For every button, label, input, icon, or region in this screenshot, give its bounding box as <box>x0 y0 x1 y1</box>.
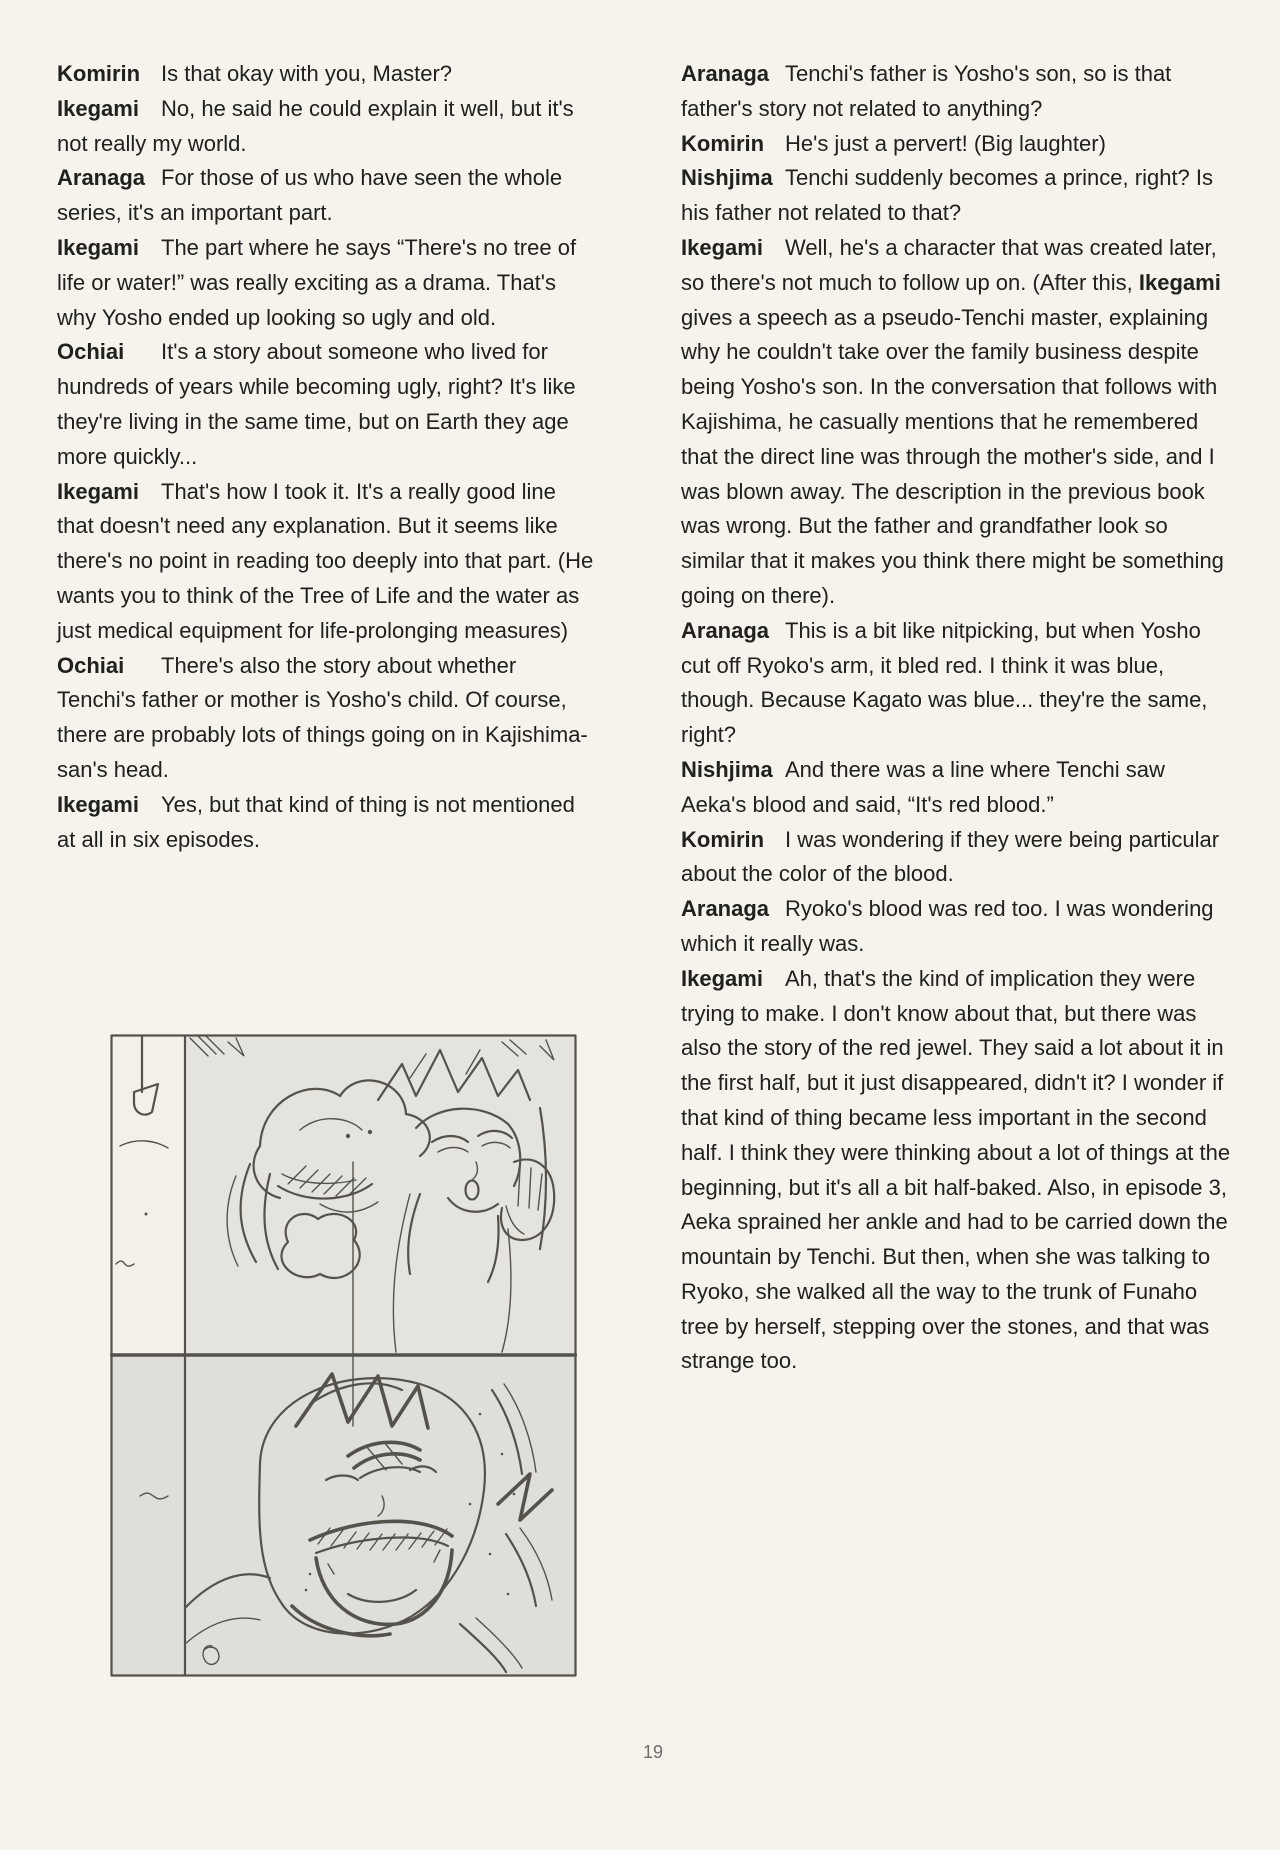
speaker-name: Nishjima <box>681 165 773 191</box>
speaker-name: Nishjima <box>681 756 773 782</box>
speaker-name: Komirin <box>681 130 765 156</box>
speaker-name: Aranaga <box>57 165 146 191</box>
speaker-name: Aranaga <box>681 617 770 643</box>
dialogue-paragraph: Ikegami The part where he says “There's no tree of life or water!” was really exciting as a drama. That's why Yosho ended up looking so ugly and old. <box>57 231 597 335</box>
dialogue-paragraph: Ikegami No, he said he could explain it well, but it's not really my world. <box>57 92 597 162</box>
right-column <box>681 57 1231 1379</box>
speaker-name: Ochiai <box>57 339 125 365</box>
dialogue-paragraph: Ikegami That's how I took it. It's a really good line that doesn't need any explanation. But it seems like there's no point in reading too deeply into that part. (He wants you to think of the Tree of Life and the water as just medical equipment for life-prolonging measures) <box>57 475 597 649</box>
inline-bold-name: Ikegami <box>1138 269 1221 295</box>
dialogue-paragraph: Aranaga Tenchi's father is Yosho's son, so is that father's story not related to anything? <box>681 57 1231 127</box>
storyboard-sketch-drawing <box>110 1034 577 1677</box>
dialogue-paragraph: Ikegami Yes, but that kind of thing is not mentioned at all in six episodes. <box>57 788 597 858</box>
dialogue-paragraph: Nishjima And there was a line where Tenchi saw Aeka's blood and said, “It's red blood.” <box>681 753 1231 823</box>
storyboard-sketch <box>110 1034 577 1677</box>
dialogue-paragraph: Ochiai There's also the story about whether Tenchi's father or mother is Yosho's child. Of course, there are probably lots of things going on in Kajishima-san's head. <box>57 649 597 788</box>
dialogue-paragraph: Komirin I was wondering if they were being particular about the color of the blood. <box>681 823 1231 893</box>
dialogue-paragraph: Ikegami Ah, that's the kind of implication they were trying to make. I don't know about that, but there was also the story of the red jewel. They said a lot about it in the first half, but it just disappeared, didn't it? I wonder if that kind of thing became less important in the second half. I think they were thinking about a lot of things at the beginning, but it's all a bit half-baked. Also, in episode 3, Aeka sprained her ankle and had to be carried down the mountain by Tenchi. But then, when she was talking to Ryoko, she walked all the way to the trunk of Funaho tree by herself, stepping over the stones, and that was strange too. <box>681 962 1231 1380</box>
speaker-name: Ochiai <box>57 652 125 678</box>
dialogue-paragraph: Nishjima Tenchi suddenly becomes a prince, right? Is his father not related to that? <box>681 161 1231 231</box>
dialogue-paragraph: Aranaga Ryoko's blood was red too. I was wondering which it really was. <box>681 892 1231 962</box>
speaker-name: Ikegami <box>57 791 139 817</box>
dialogue-paragraph: Aranaga For those of us who have seen the whole series, it's an important part. <box>57 161 597 231</box>
dialogue-paragraph: Ochiai It's a story about someone who lived for hundreds of years while becoming ugly, right? It's like they're living in the same time, but on Earth they age more quickly... <box>57 335 597 474</box>
speaker-name: Ikegami <box>57 234 139 260</box>
speaker-name: Komirin <box>681 826 765 852</box>
dialogue-paragraph: Aranaga This is a bit like nitpicking, but when Yosho cut off Ryoko's arm, it bled red. I think it was blue, though. Because Kagato was blue... they're the same, right? <box>681 614 1231 753</box>
dialogue-paragraph: Komirin Is that okay with you, Master? <box>57 57 597 92</box>
page-number: 19 <box>642 1742 664 1762</box>
dialogue-paragraph: Ikegami Well, he's a character that was created later, so there's not much to follow up on. (After this, Ikegami gives a speech as a pseudo-Tenchi master, explaining why he couldn't take over the family business despite being Yosho's son. In the conversation that follows with Kajishima, he casually mentions that he remembered that the direct line was through the mother's side, and I was blown away. The description in the previous book was wrong. But the father and grandfather look so similar that it makes you think there might be something going on there). <box>681 231 1231 614</box>
left-column <box>57 57 597 857</box>
speaker-name: Ikegami <box>681 234 763 260</box>
speaker-name: Ikegami <box>57 95 139 121</box>
speaker-name: Komirin <box>57 61 141 86</box>
speaker-name: Aranaga <box>681 61 770 86</box>
speaker-name: Ikegami <box>57 478 139 504</box>
speaker-name: Aranaga <box>681 896 770 922</box>
sketch-left-strip <box>111 1035 185 1355</box>
dialogue-paragraph: Komirin He's just a pervert! (Big laughter) <box>681 127 1231 162</box>
speaker-name: Ikegami <box>681 965 763 991</box>
